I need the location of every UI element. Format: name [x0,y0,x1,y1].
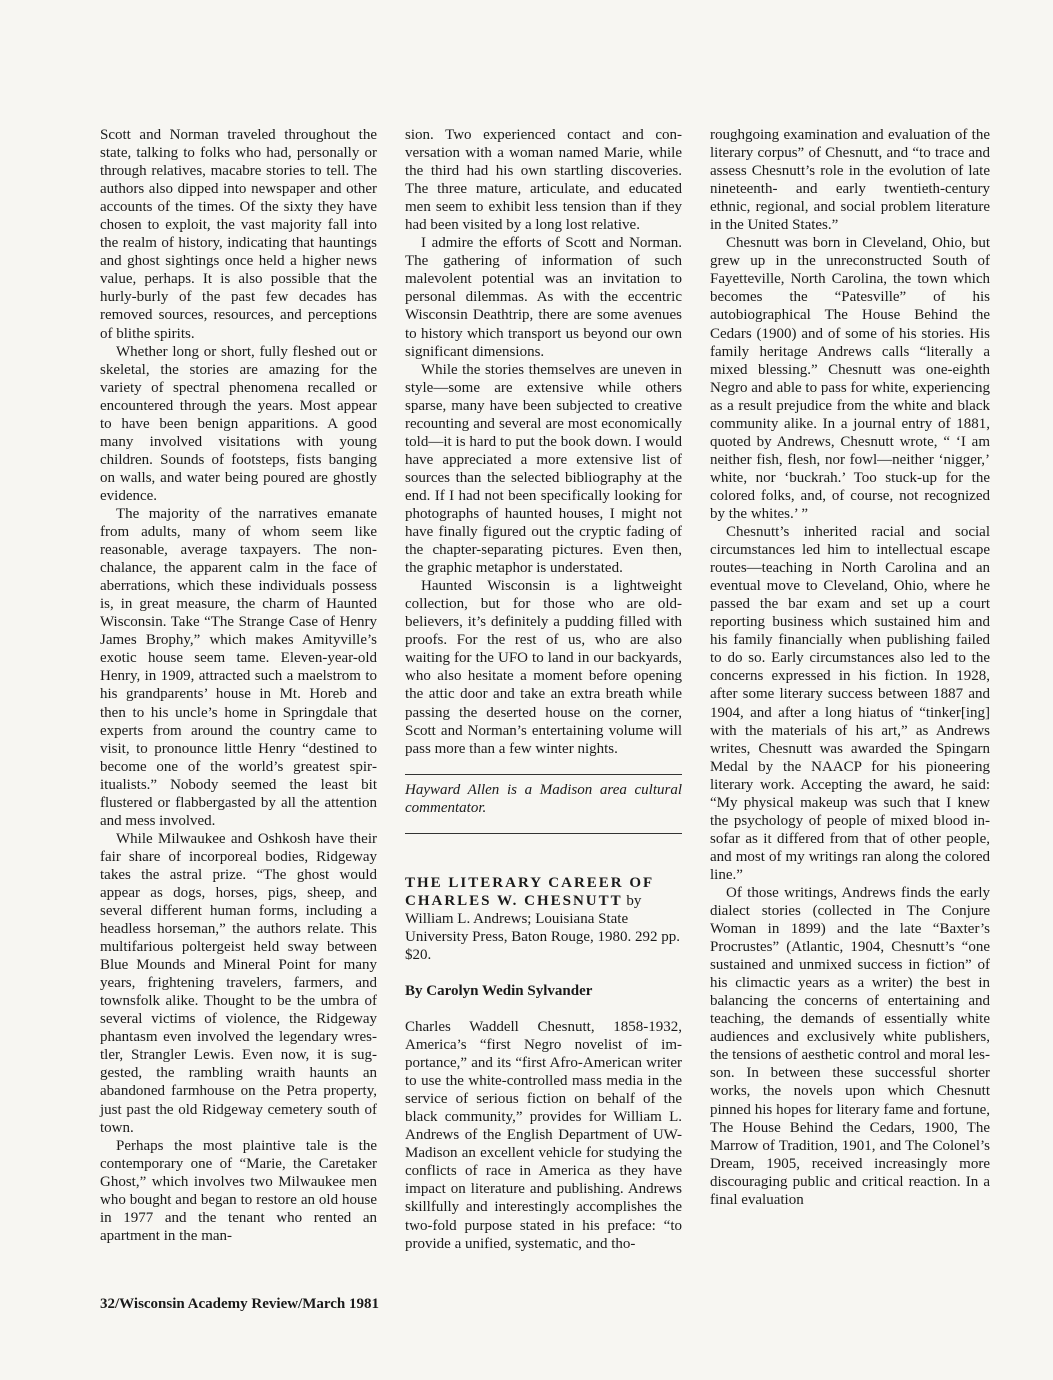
column-1 [100,126,377,1245]
review-heading [405,874,682,964]
review-title: THE LITERARY CAREER OF CHARLES W. CHESNUTT [405,874,654,909]
divider [405,833,682,834]
paragraph: Chesnutt’s inherited racial and social circumstances led him to intellectual escape routes—teaching in North Carolina and an eventual move to Cleveland, Ohio, where he passed the bar exam and set up a court reporting business which sustained him and his family financially when publishing failed to do so. Early circumstances also led to the concerns expressed in his fiction. In 1928, after some literary success between 1887 and 1904, and after a long hiatus of “tinker[ing] with the materials of his art,” as Andrews writes, Chesnutt was awarded the Spingarn Medal by the NAACP for his pioneering literary work. Accepting the award, he said: “My physical makeup was such that I knew the psychology of people of mixed blood insofar as it differed from that of other people, and most of my writings ran along the colored line.” [710,524,990,883]
author-bio: Hayward Allen is a Madison area cultural commentator. [405,781,682,816]
paragraph: Whether long or short, fully fleshed out or skeletal, the stories are amazing for the variety of spectral phenomena recalled or encountered through the years. Most appear to have been benign apparitions. A good many involved visitations with young children. Sounds of footsteps, fists banging on walls, and water being poured are ghostly evidence. [100,343,377,504]
paragraph: Charles Waddell Chesnutt, 1858-1932, America’s “first Negro novelist of importance,” and its “first Afro-American writer to use the white-controlled mass media in the service of serious fiction on behalf of the black community,” provides for William L. Andrews of the English Department of UW-Madison an excellent vehicle for studying the conflicts of race in America as they have impact on literature and publishing. Andrews skillfully and interestingly accomplishes the two-fold purpose stated in his preface: “to provide a unified, systematic, and tho- [405,1019,682,1252]
paragraph: roughgoing examination and evaluation of the literary corpus” of Chesnutt, and “to trace and assess Chesnutt’s role in the evolution of late nineteenth- and early twentieth-century ethnic, regional, and social problem literature in the United States.” [710,127,990,234]
column-3 [710,126,990,1209]
paragraph: Scott and Norman traveled throughout the state, talking to folks who had, personally or through relatives, macabre stories to tell. The authors also dipped into newspaper and other accounts of the times. Of the sixty they have chosen to exploit, the vast majority fall into the realm of history, indicating that hauntings and ghost sightings once held a higher news value, perhaps. It is also possible that the hurly-burly of the past few decades has removed sources, resources, and perceptions of blithe spirits. [100,127,377,342]
paragraph: The majority of the narratives emanate from adults, many of whom seem like reasonable, average taxpayers. The nonchalance, the apparent calm in the face of aberrations, which these individuals possess is, in great measure, the charm of Haunted Wisconsin. Take “The Strange Case of Henry James Brophy,” which makes Amityville’s exotic house seem tame. Eleven-year-old Henry, in 1909, attracted such a maelstrom to his grandparents’ house in Mt. Horeb and then to his uncle’s home in Springdale that experts from around the country came to visit, to pronounce little Henry “destined to become one of the world’s greatest spiritualists.” Nobody seemed the least bit flustered or flabbergasted by all the attention and mess involved. [100,505,377,829]
divider [405,774,682,775]
paragraph: Perhaps the most plaintive tale is the contemporary one of “Marie, the Caretaker Ghost,” which involves two Milwaukee men who bought and began to restore an old house in 1977 and the tenant who rented an apartment in the man- [100,1137,377,1244]
paragraph: While Milwaukee and Oshkosh have their fair share of incorporeal bodies, Ridgeway takes the astral prize. “The ghost would appear as dogs, horses, pigs, sheep, and several different human forms, including a headless horseman,” the authors relate. This multifarious poltergeist held sway between Blue Mounds and Mineral Point for many years, frightening travelers, farmers, and townsfolk alike. Thought to be the umbra of several victims of violence, the Ridgeway phantasm even involved the legendary wrestler, Strangler Lewis. Even now, it is suggested, the rambling wraith haunts an abandoned farmhouse on the Petra property, just past the old Ridgeway cemetery south of town. [100,830,377,1136]
paragraph: While the stories themselves are uneven in style—some are extensive while others sparse, many have been subjected to creative recounting and several are most economically told—it is hard to put the book down. I would have appreciated a more extensive list of sources than the selected bibliography at the end. If I had not been specifically looking for photographs of haunted houses, I might not have finally figured out the cryptic fading of the chapter-separating pictures. Even then, the graphic metaphor is understated. [405,361,682,577]
review-byline: By Carolyn Wedin Sylvander [405,982,593,999]
paragraph: Haunted Wisconsin is a lightweight collection, but for those who are old-believers, it’s definitely a pudding filled with proofs. For the rest of us, who are also waiting for the UFO to land in our backyards, who also hesitate a moment before opening the attic door and take an extra breath while passing the deserted house on the corner, Scott and Norman’s entertaining volume will pass more than a few winter nights. [405,578,682,757]
paragraph: sion. Two experienced contact and conversation with a woman named Marie, while the third had his own startling discoveries. The three mature, articulate, and educated men seem to exhibit less tension than if they had been visited by a long lost relative. [405,127,682,234]
column-2 [405,126,682,1253]
paragraph: Of those writings, Andrews finds the early dialect stories (collected in The Conjure Woman in 1899) and the late “Baxter’s Procrustes” (Atlantic, 1904, Chesnutt’s “one sustained and unmixed success in fiction” of his climactic years as a writer) the best in balancing the concerns of entertaining and teaching, the demands of essentially white audiences and exclusively white publishers, the tensions of aesthetic control and moral lesson. In between these successful shorter works, the novels upon which Chesnutt pinned his hopes for literary fame and fortune, The House Behind the Cedars, 1900, The Marrow of Tradition, 1901, and The Colonel’s Dream, 1905, received increasingly more discouraging public and critical reaction. In a final evaluation [710,884,990,1208]
paragraph: Chesnutt was born in Cleveland, Ohio, but grew up in the unreconstructed South of Fayetteville, North Carolina, the town which becomes the “Patesville” of his autobiographical The House Behind the Cedars (1900) and of some of his stories. His family heritage Andrews calls “literally a mixed blessing.” Chesnutt was one-eighth Negro and able to pass for white, experiencing as a result prejudice from the white and black community alike. In a journal entry of 1881, quoted by Andrews, Chesnutt wrote, “ ‘I am neither fish, flesh, nor fowl—neither ‘nigger,’ white, nor ‘buckrah.’ Too stuck-up for the colored folks, and, of course, not recognized by the whites.’ ” [710,235,990,522]
paragraph: I admire the efforts of Scott and Norman. The gathering of information of such malevolent potential was an invitation to personal dilemmas. As with the eccentric Wisconsin Deathtrip, there are some avenues to history which transport us beyond our own significant dimensions. [405,235,682,360]
review-citation: by William L. Andrews; Louisiana State University Press, Baton Rouge, 1980. 292 pp. $20. [405,892,680,963]
page-footer: 32/Wisconsin Academy Review/March 1981 [100,1296,380,1312]
